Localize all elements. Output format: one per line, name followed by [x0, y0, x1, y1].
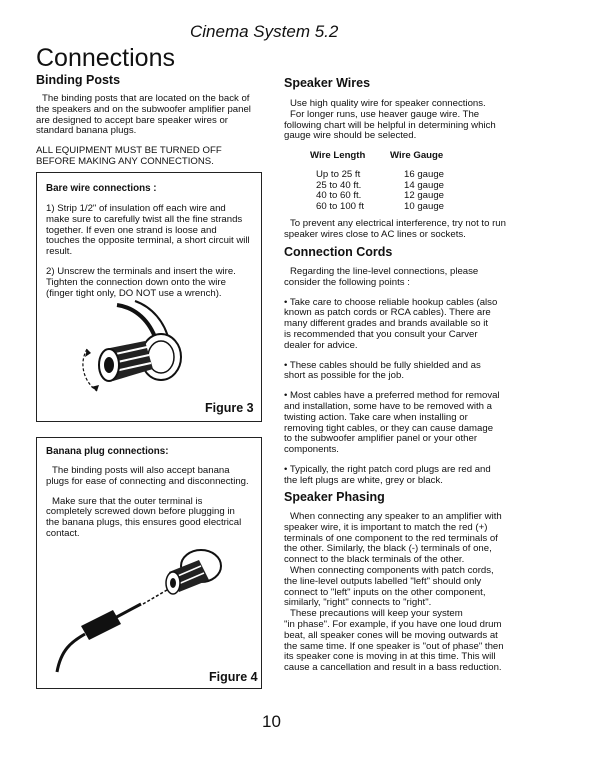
- text-line: contact.: [46, 527, 80, 539]
- text-line: terminals of one component to the red terminals of: [284, 532, 498, 544]
- table-cell: 16 gauge: [404, 169, 445, 180]
- text-line: Make sure that the outer terminal is: [52, 495, 203, 507]
- banana-text: [46, 466, 258, 540]
- text-line: gauge wire should be selected.: [284, 130, 417, 142]
- text-line: speaker wires close to AC lines or sockets.: [284, 228, 466, 240]
- banana-title: Banana plug connections:: [46, 446, 169, 457]
- text-line: the line-level outputs labelled "left" should only: [284, 575, 482, 587]
- bare-wire-step1: [46, 204, 258, 258]
- text-line: The binding posts will also accept banana: [52, 465, 230, 476]
- page-number: 10: [262, 712, 281, 731]
- text-line: the left plugs are white, grey or black.: [284, 474, 443, 486]
- insert-guide: [143, 590, 167, 604]
- text-line: connect to the black terminals of the other.: [284, 554, 465, 566]
- banana-plug-body: [81, 610, 121, 640]
- warning-line: BEFORE MAKING ANY CONNECTIONS.: [36, 155, 214, 167]
- text-line: to the subwoofer amplifier panel or your other: [284, 433, 478, 445]
- table-cell: 40 to 60 ft.: [316, 190, 362, 201]
- text-line: Tighten the connection down onto the wire: [46, 276, 226, 288]
- text-line: removing tight cables, or they can cause damage: [284, 422, 494, 434]
- text-line: consider the following points :: [284, 276, 410, 288]
- text-line: together. If even one strand is loose and: [46, 224, 217, 236]
- text-line: completely screwed down before plugging in: [46, 506, 235, 518]
- bullet-line: • Typically, the right patch cord plugs are red and: [284, 463, 491, 475]
- text-line: are designed to accept bare speaker wires or: [36, 114, 228, 126]
- text-line: short as possible for the job.: [284, 370, 404, 382]
- text-line: components.: [284, 444, 339, 456]
- column-header: Wire Gauge: [390, 150, 444, 161]
- text-line: beat, all speaker cones will be moving outwards at: [284, 629, 498, 641]
- text-line: touches the opposite terminal, a short circuit will: [46, 235, 250, 247]
- table-cell: Up to 25 ft: [316, 169, 361, 180]
- text-line: twisting action. Take care when installing or: [284, 411, 468, 423]
- text-line: speaker wire, it is important to match the red (+): [284, 521, 488, 533]
- text-line: make sure to carefully twist all the fine strands: [46, 213, 243, 225]
- connection-cords-heading: Connection Cords: [284, 245, 393, 259]
- text-line: dealer for advice.: [284, 339, 358, 351]
- text-line: Use high quality wire for speaker connections.: [290, 98, 486, 109]
- warning-line: ALL EQUIPMENT MUST BE TURNED OFF: [36, 145, 222, 157]
- text-line: plugs for ease of connecting and disconnecting.: [46, 475, 249, 487]
- text-line: "in phase". For example, if you have one loud drum: [284, 618, 502, 630]
- text-line: When connecting any speaker to an amplifier with: [290, 511, 502, 522]
- rotation-arrow: [83, 349, 97, 391]
- binding-post-illustration: [77, 297, 217, 407]
- text-line: When connecting components with patch cords,: [290, 564, 494, 576]
- text-line: is recommended that you consult your Carver: [284, 328, 478, 340]
- table-cell: 10 gauge: [404, 200, 445, 212]
- text-line: cause a cancellation and result in a bass reduction.: [284, 662, 502, 674]
- speaker-cable: [57, 634, 85, 672]
- connection-cords-text: [284, 267, 534, 487]
- text-line: To prevent any electrical interference, try not to run: [290, 218, 506, 229]
- text-line: its speaker cone is moving in at this time. This will: [284, 651, 496, 663]
- bare-wire-box: [36, 172, 262, 422]
- table-cell: 25 to 40 ft.: [316, 179, 362, 191]
- figure-3-label: Figure 3: [205, 401, 254, 415]
- speaker-wires-note: [284, 219, 534, 241]
- text-line: For longer runs, use heaver gauge wire. The: [290, 108, 480, 120]
- text-line: the speakers and on the subwoofer amplifier panel: [36, 103, 251, 115]
- text-line: the banana plugs, this ensures good electrical: [46, 517, 242, 529]
- bare-wire-step2: [46, 267, 258, 299]
- text-line: similarly, "right" connects to "right".: [284, 597, 432, 609]
- figure-4-label: Figure 4: [209, 670, 258, 684]
- bullet-line: • Take care to choose reliable hookup cables (also: [284, 296, 498, 308]
- text-line: 1) Strip 1/2" of insulation off each wire and: [46, 203, 226, 214]
- speaker-phasing-text: [284, 512, 534, 674]
- text-line: These precautions will keep your system: [290, 608, 463, 620]
- text-line: many different grades and brands available so it: [284, 318, 489, 330]
- text-line: the same time. If one speaker is "out of phase" then: [284, 640, 504, 652]
- column-header: Wire Length: [310, 150, 366, 161]
- text-line: 2) Unscrew the terminals and insert the wire.: [46, 266, 236, 277]
- banana-plug-box: [36, 437, 262, 689]
- table-header-row: [310, 150, 444, 170]
- binding-posts-text: [36, 94, 268, 168]
- text-line: (finger tight only, DO NOT use a wrench).: [46, 287, 222, 299]
- page-heading: Connections: [36, 44, 175, 72]
- bullet-line: • Most cables have a preferred method for removal: [284, 390, 500, 402]
- text-line: Regarding the line-level connections, please: [290, 266, 479, 277]
- text-line: known as patch cords or RCA cables). There are: [284, 307, 491, 319]
- table-row: [310, 191, 444, 202]
- table-cell: 60 to 100 ft: [316, 200, 365, 212]
- table-cell: 14 gauge: [404, 179, 445, 191]
- bare-wire-title: Bare wire connections :: [46, 183, 157, 194]
- text-line: The binding posts that are located on the back of: [42, 93, 250, 104]
- text-line: result.: [46, 246, 73, 258]
- wire-gauge-table: [310, 150, 444, 212]
- speaker-wires-text: [284, 99, 524, 142]
- table-row: [310, 170, 444, 181]
- text-line: following chart will be helpful in determining which: [284, 119, 496, 131]
- text-line: standard banana plugs.: [36, 125, 137, 137]
- document-title: Cinema System 5.2: [190, 22, 339, 41]
- text-line: and installation, some have to be removed with a: [284, 400, 492, 412]
- binding-posts-heading: Binding Posts: [36, 73, 121, 87]
- speaker-wires-heading: Speaker Wires: [284, 76, 371, 90]
- banana-plug-illustration: [51, 546, 231, 676]
- text-line: the other. Similarly, the black (-) terminals of one,: [284, 543, 492, 555]
- speaker-phasing-heading: Speaker Phasing: [284, 490, 385, 504]
- table-cell: 12 gauge: [404, 190, 445, 201]
- table-row: [310, 202, 444, 213]
- text-line: connect to "left" inputs on the other component,: [284, 586, 486, 598]
- bullet-line: • These cables should be fully shielded and as: [284, 359, 481, 371]
